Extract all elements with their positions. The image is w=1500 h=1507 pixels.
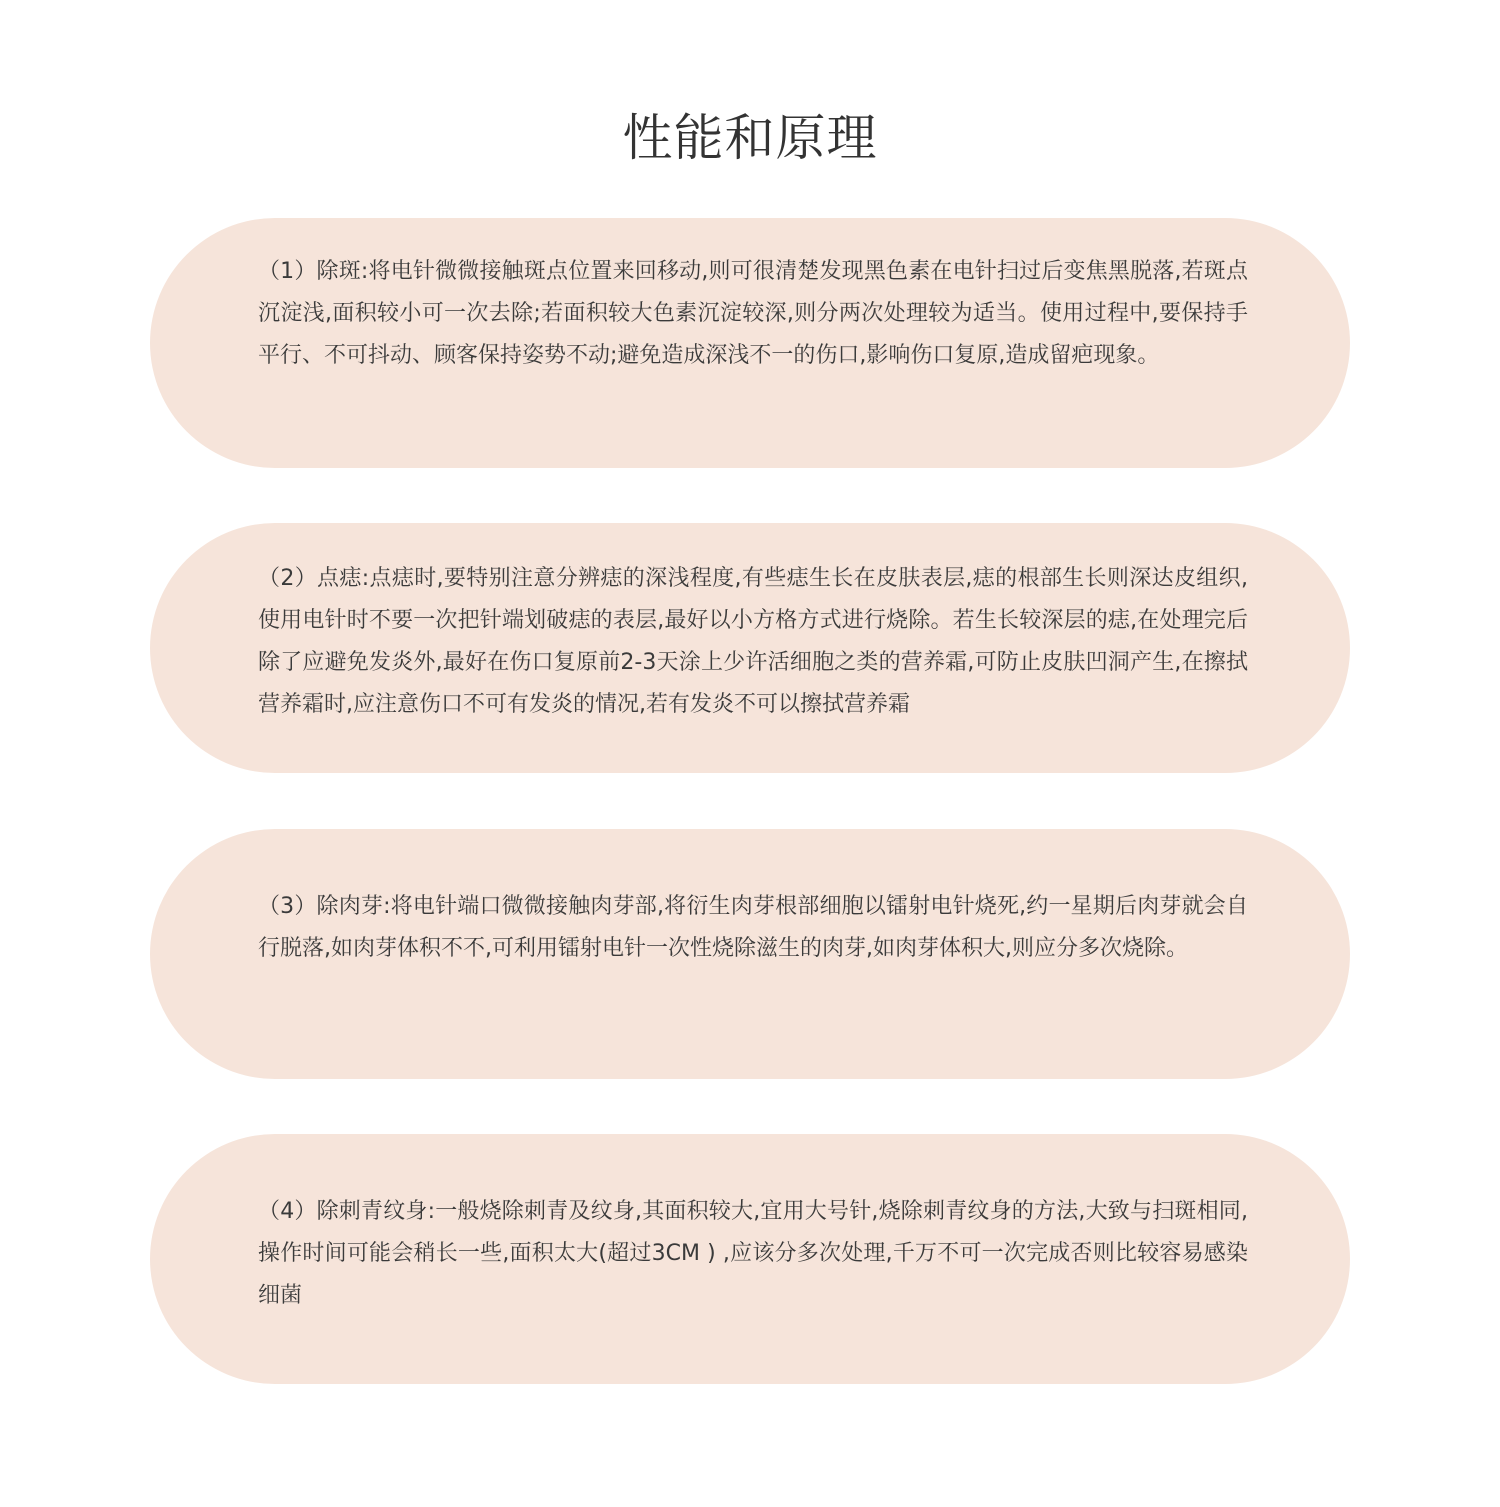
section-text: （3）除肉芽:将电针端口微微接触肉芽部,将衍生肉芽根部细胞以镭射电针烧死,约一星期后肉芽就会自行脱落,如肉芽体积不不,可利用镭射电针一次性烧除滋生的肉芽,如肉芽体积大,则应分多次烧除。 bbox=[258, 894, 1248, 961]
section-card-2 bbox=[150, 523, 1350, 773]
section-card-1 bbox=[150, 218, 1350, 468]
section-text: （1）除斑:将电针微微接触斑点位置来回移动,则可很清楚发现黑色素在电针扫过后变焦黑脱落,若斑点沉淀浅,面积较小可一次去除;若面积较大色素沉淀较深,则分两次处理较为适当。使用过程中,要保持手平行、不可抖动、顾客保持姿势不动;避免造成深浅不一的伤口,影响伤口复原,造成留疤现象。 bbox=[258, 259, 1248, 368]
page-title: 性能和原理 bbox=[622, 109, 878, 167]
section-text: （2）点痣:点痣时,要特别注意分辨痣的深浅程度,有些痣生长在皮肤表层,痣的根部生长则深达皮组织,使用电针时不要一次把针端划破痣的表层,最好以小方格方式进行烧除。若生长较深层的痣,在处理完后除了应避免发炎外,最好在伤口复原前2-3天涂上少许活细胞之类的营养霜,可防止皮肤凹洞产生,在擦拭营养霜时,应注意伤口不可有发炎的情况,若有发炎不可以擦拭营养霜 bbox=[258, 566, 1248, 717]
section-card-3 bbox=[150, 829, 1350, 1079]
section-text: （4）除刺青纹身:一般烧除刺青及纹身,其面积较大,宜用大号针,烧除刺青纹身的方法,大致与扫斑相同,操作时间可能会稍长一些,面积太大(超过3CM ) ,应该分多次处理,千万不可一次完成否则比较容易感染细菌 bbox=[258, 1199, 1248, 1308]
section-card-4 bbox=[150, 1134, 1350, 1384]
